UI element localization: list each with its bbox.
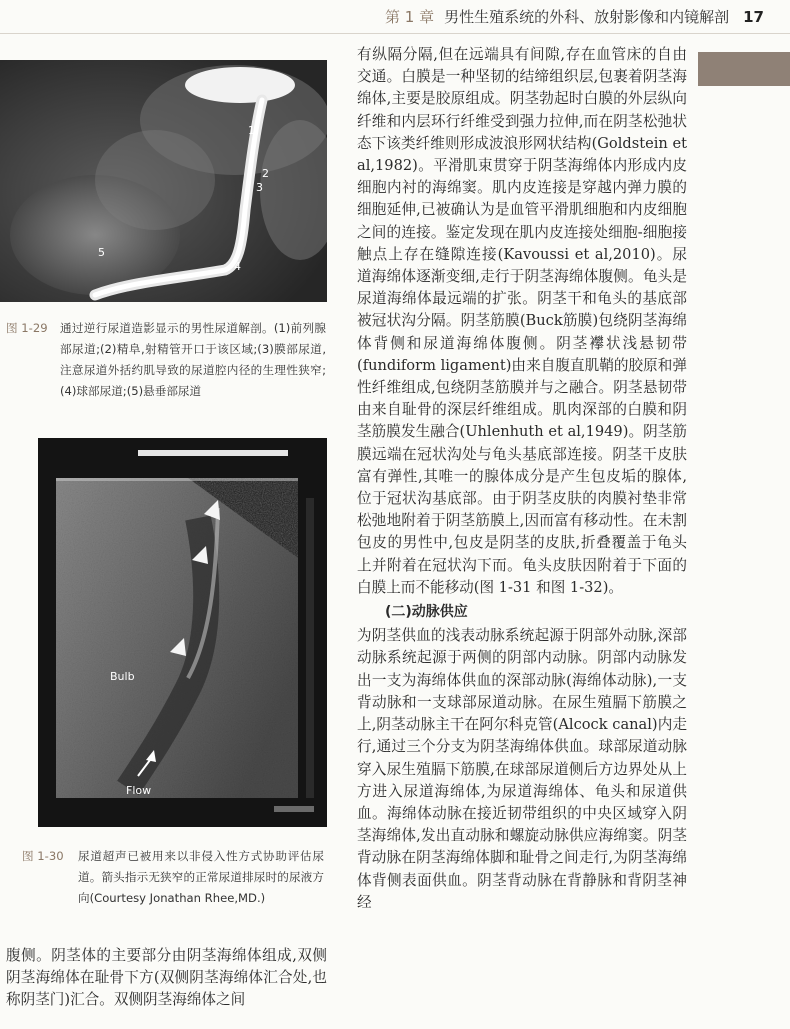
fig1-label-2: 2 [262,167,269,180]
caption-text: 尿道超声已被用来以非侵入性方式协助评估尿道。箭头指示无狭窄的正常尿道排尿时的尿液方向(Courtesy Jonathan Rhee,MD.) [78,849,324,905]
page-number: 17 [743,8,764,26]
header-rule [0,33,790,34]
figure-1-30-caption [22,846,327,936]
caption-number: 图 1-29 [6,321,48,335]
caption-number: 图 1-30 [22,849,64,863]
right-column [357,44,687,914]
section-subheading: (二)动脉供应 [385,604,468,621]
body-paragraph: 为阴茎供血的浅表动脉系统起源于阴部外动脉,深部动脉系统起源于两侧的阴部内动脉。阴部内动脉发出一支为海绵体供血的深部动脉(海绵体动脉),一支背动脉和一支球部尿道动脉。在尿生殖膈下筋膜之上,阴茎动脉主干在阿尔科克管(Alcock canal)内走行,通过三个分支为阴茎海绵体供血。球部尿道动脉穿入尿生殖膈下筋膜,在球部尿道侧后方边界处从上方进入尿道海绵体,为尿道海绵体、龟头和尿道供血。海绵体动脉在接近韧带组织的中央区域穿入阴茎海绵体,发出直动脉和螺旋动脉供应海绵窦。阴茎背动脉在阴茎海绵体脚和耻骨之间走行,为阴茎海绵体背侧表面供血。阴茎背动脉在背静脉和背阴茎神经 [357,627,687,911]
figure-1-29-caption [6,318,326,408]
fig1-label-1: 1 [248,124,255,137]
running-head [385,6,764,27]
page-header [0,0,790,34]
fig1-label-5: 5 [98,246,105,259]
figure-1-29-image [0,60,327,302]
caption-text: 通过逆行尿道造影显示的男性尿道解剖。(1)前列腺部尿道;(2)精阜,射精管开口于该区域;(3)膜部尿道,注意尿道外括约肌导致的尿道腔内径的生理性狭窄;(4)球部尿道;(5)悬垂部尿道 [60,321,326,398]
fig1-label-4: 4 [234,260,241,273]
fig2-label-bulb: Bulb [110,670,135,683]
chapter-title: 男性生殖系统的外科、放射影像和内镜解剖 [444,8,730,26]
chapter-number: 第 1 章 [385,8,435,26]
chapter-tab-marker [698,52,790,86]
fig2-label-flow: Flow [126,784,152,797]
left-column-bottom [6,945,327,1012]
body-paragraph: 有纵隔分隔,但在远端具有间隙,存在血管床的自由交通。白膜是一种坚韧的结缔组织层,包裹着阴茎海绵体,主要是胶原组成。阴茎勃起时白膜的外层纵向纤维和内层环行纤维受到强力拉伸,而在阴茎松弛状态下该类纤维则形成波浪形网状结构(Goldstein et al,1982)。平滑肌束贯穿于阴茎海绵体内形成内皮细胞内衬的海绵窦。肌内皮连接是穿越内弹力膜的细胞延伸,已被确认为是血管平滑肌细胞和内皮细胞之间的连接。鉴定发现在肌内皮连接处细胞-细胞接触点上存在缝隙连接(Kavoussi et al,2010)。尿道海绵体逐渐变细,走行于阴茎海绵体腹侧。龟头是尿道海绵体最远端的扩张。阴茎干和龟头的基底部被冠状沟分隔。阴茎筋膜(Buck筋膜)包绕阴茎海绵体背侧和尿道海绵体腹侧。阴茎襻状浅悬韧带(fundiform ligament)由来自腹直肌鞘的胶原和弹性纤维组成,包绕阴茎筋膜并与之融合。阴茎悬韧带由来自耻骨的深层纤维组成。肌肉深部的白膜和阴茎筋膜发生融合(Uhlenhuth et al,1949)。阴茎筋膜远端在冠状沟处与龟头基底部连接。阴茎干皮肤富有弹性,其唯一的腺体成分是产生包皮垢的腺体,位于冠状沟基底部。由于阴茎皮肤的肉膜衬垫非常松弛地附着于阴茎筋膜上,因而富有移动性。在未割包皮的男性中,包皮是阴茎的皮肤,折叠覆盖于龟头上并附着在冠状沟下而。龟头皮肤因附着于下面的白膜上而不能移动(图 1-31 和图 1-32)。 [357,46,687,596]
figure-1-30-image [38,438,327,827]
fig1-label-3: 3 [256,181,263,194]
body-paragraph: 腹侧。阴茎体的主要部分由阴茎海绵体组成,双侧阴茎海绵体在耻骨下方(双侧阴茎海绵体汇合处,也称阴茎门)汇合。双侧阴茎海绵体之间 [6,947,327,1009]
